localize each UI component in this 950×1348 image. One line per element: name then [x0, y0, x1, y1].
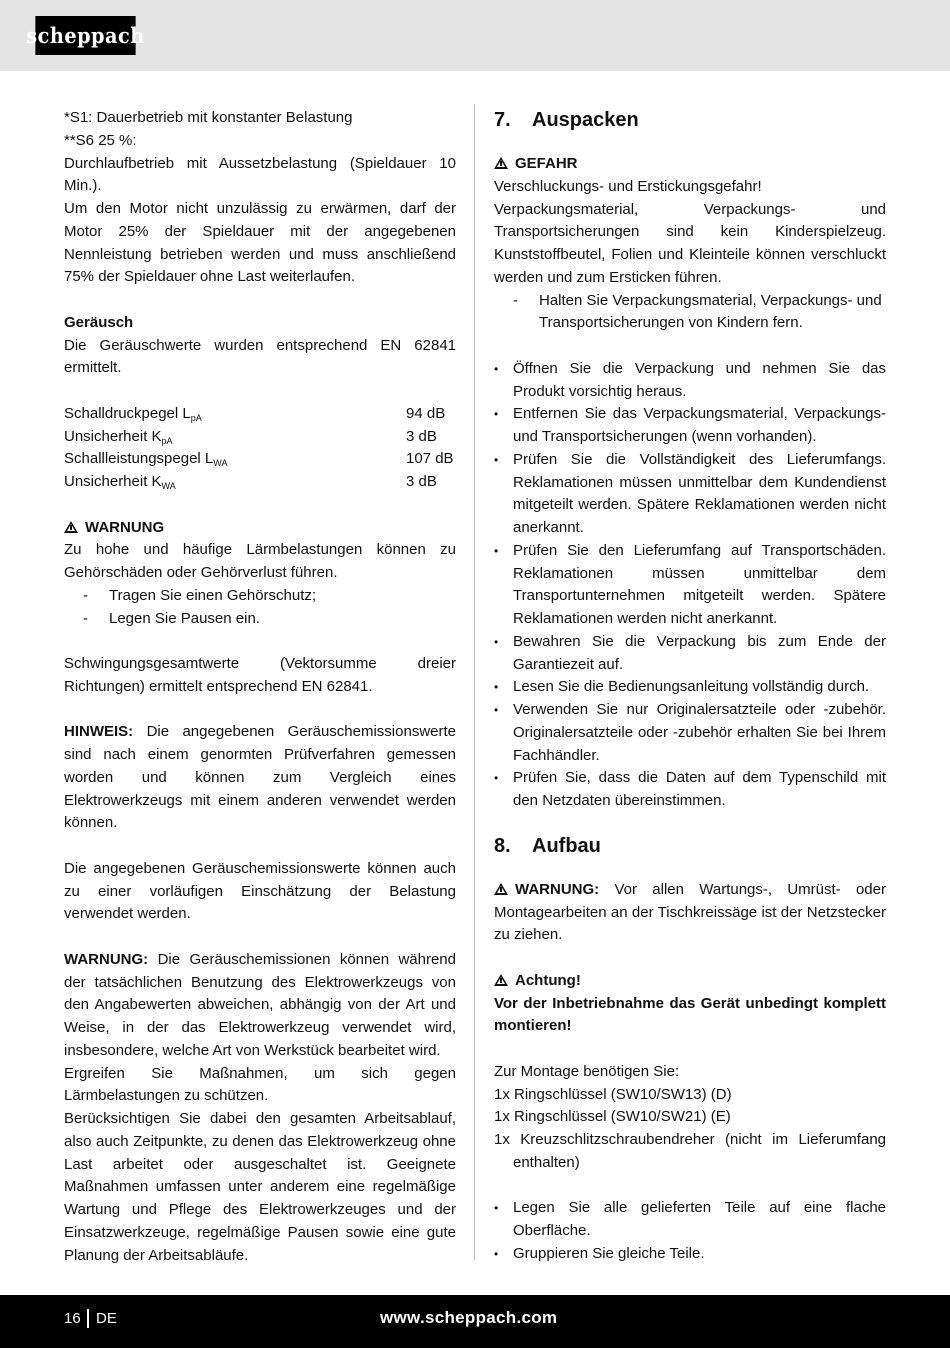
section-8-heading: 8. Aufbau: [494, 834, 601, 857]
warning-icon: [64, 521, 78, 533]
noise-value: 3 dB: [406, 427, 437, 445]
list-item: - Halten Sie Verpackungsmaterial, Verpackungs- und Transportsicherungen von Kindern fern.: [513, 291, 882, 332]
tool-item: 1x Ringschlüssel (SW10/SW13) (D): [494, 1085, 732, 1103]
column-divider: [474, 104, 475, 1260]
right-column: [494, 107, 886, 1266]
motor-text: Um den Motor nicht unzulässig zu erwärmen, darf der Motor 25% der Spieldauer mit der angegebenen Nennleistung betrieben werden und muss anschließend 75% der Spieldauer ohne Last weiterlaufen.: [64, 200, 456, 286]
consider-text: Berücksichtigen Sie dabei den gesamten Arbeitsablauf, also auch Zeitpunkte, zu denen das Elektrowerkzeug ohne Last arbeitet oder ausgeschaltet ist. Geeignete Maßnahmen umfassen unter anderem eine regelmäßige Wartung und Pflege des Elektrowerkzeuges und der Einsatzwerkzeuge, regelmäßige Pausen sowie eine gute Planung der Arbeitsabläufe.: [64, 1110, 456, 1264]
noise-row: Unsicherheit $K_{pA}$ 3 dB: [64, 426, 456, 449]
list-item: • Lesen Sie die Bedienungsanleitung vollständig durch.: [494, 678, 870, 696]
noise-row: Unsicherheit $K_{WA}$ 3 dB: [64, 471, 456, 494]
s1-note: *S1: Dauerbetrieb mit konstanter Belastung: [64, 109, 353, 126]
list-item: • Prüfen Sie die Vollständigkeit des Lieferumfangs. Reklamationen müssen unmittelbar dem Kundendienst mitgeteilt werden. Spätere Reklamationen werden nicht anerkannt.: [494, 450, 886, 536]
achtung-text: Vor der Inbetriebnahme das Gerät unbedingt komplett montieren!: [494, 994, 886, 1035]
tools-intro: Zur Montage benötigen Sie:: [494, 1062, 680, 1080]
noise-heading: Geräusch: [64, 313, 134, 331]
warnung-paragraph: WARNUNG: Die Geräuschemissionen können während der tatsächlichen Benutzung des Elektrowerkzeugs von den Angabewerten abweichen, abhängig von der Art und Weise, in der das Elektrowerkzeug verwendet wird, insbesondere, welche Art von Werkstück bearbeitet wird.: [64, 950, 456, 1059]
list-item: • Bewahren Sie die Verpackung bis zum Ende der Garantiezeit auf.: [494, 632, 886, 673]
noise-value: 107 dB: [406, 450, 454, 468]
list-item: • Legen Sie alle gelieferten Teile auf eine flache Oberfläche.: [494, 1199, 886, 1239]
setup-warning: WARNUNG: Vor allen Wartungs-, Umrüst- oder Montagearbeiten an der Tischkreissäge ist der Netzstecker zu ziehen.: [494, 880, 886, 944]
measures-text: Ergreifen Sie Maßnahmen, um sich gegen Lärmbelastungen zu schützen.: [64, 1064, 456, 1105]
gefahr-heading: GEFAHR: [494, 153, 886, 176]
list-item: • Öffnen Sie die Verpackung und nehmen Sie das Produkt vorsichtig heraus.: [494, 359, 886, 400]
page-language: DE: [96, 1310, 117, 1327]
page-number: 16: [64, 1310, 81, 1327]
list-item: • Entfernen Sie das Verpackungsmaterial, Verpackungs- und Transportsicherungen (wenn vorhanden).: [494, 405, 886, 445]
emission-text: Die angegebenen Geräuschemissionswerte können auch zu einer vorläufigen Einschätzung der Belastung verwendet werden.: [64, 859, 456, 923]
unpack-list: [494, 358, 886, 813]
noise-text: Die Geräuschwerte wurden entsprechend EN 62841 ermittelt.: [64, 336, 456, 377]
list-item: • Verwenden Sie nur Originalersatzteile oder -zubehör. Originalersatzteile oder -zubehör erhalten Sie bei Ihrem Fachhändler.: [494, 701, 886, 764]
tool-item: 1x Kreuzschlitzschraubendreher (nicht im Lieferumfang enthalten): [494, 1131, 886, 1171]
warning-text: Zu hohe und häufige Lärmbelastungen können zu Gehörschäden oder Gehörverlust führen.: [64, 541, 456, 581]
hinweis-paragraph: HINWEIS: Die angegebenen Geräuschemissionswerte sind nach einem genormten Prüfverfahren gemessen worden und können zum Vergleich eines Elektrowerkzeugs mit einem anderen verwendet werden können.: [64, 723, 456, 832]
warning-icon: [494, 157, 508, 169]
s6-note: **S6 25 %:: [64, 131, 137, 149]
vibration-text: Schwingungsgesamtwerte (Vektorsumme dreier Richtungen) ermittelt entsprechend EN 62841.: [64, 655, 456, 695]
left-column: [64, 107, 456, 1267]
noise-table: [64, 403, 456, 494]
header-bar: [0, 0, 950, 71]
list-item: - Tragen Sie einen Gehörschutz;: [83, 586, 317, 604]
noise-value: 94 dB: [406, 404, 446, 422]
brand-logo: scheppach: [35, 16, 135, 55]
gefahr-line: Verschluckungs- und Erstickungsgefahr!: [494, 177, 762, 195]
list-item: • Gruppieren Sie gleiche Teile.: [494, 1244, 705, 1262]
page-separator: [87, 1309, 89, 1328]
website-link[interactable]: www.scheppach.com: [380, 1308, 558, 1327]
list-item: • Prüfen Sie, dass die Daten auf dem Typenschild mit den Netzdaten übereinstimmen.: [494, 769, 886, 809]
warning-heading: WARNUNG: [64, 517, 456, 540]
achtung-heading: Achtung!: [494, 970, 886, 993]
list-item: • Prüfen Sie den Lieferumfang auf Transportschäden. Reklamationen müssen unmittelbar dem Transportunternehmen mitgeteilt werden. Spätere Reklamationen werden nicht anerkannt.: [494, 541, 886, 627]
footer-bar: [0, 1295, 950, 1348]
list-item: - Legen Sie Pausen ein.: [83, 609, 260, 627]
gefahr-text: Verpackungsmaterial, Verpackungs- und Transportsicherungen sind kein Kinderspielzeug. Kunststoffbeutel, Folien und Kleinteile können verschluckt werden und zum Ersticken führen.: [494, 200, 886, 286]
noise-row: Schallleistungspegel $L_{WA}$ 107 dB: [64, 448, 456, 471]
warning-icon: [494, 883, 508, 895]
tool-item: 1x Ringschlüssel (SW10/SW21) (E): [494, 1108, 731, 1126]
section-7-heading: 7. Auspacken: [494, 109, 639, 131]
noise-row: Schalldruckpegel $L_{pA}$ 94 dB: [64, 403, 456, 426]
warning-icon: [494, 974, 508, 986]
noise-value: 3 dB: [406, 473, 437, 490]
s6-description: Durchlaufbetrieb mit Aussetzbelastung (Spieldauer 10 Min.).: [64, 154, 456, 195]
